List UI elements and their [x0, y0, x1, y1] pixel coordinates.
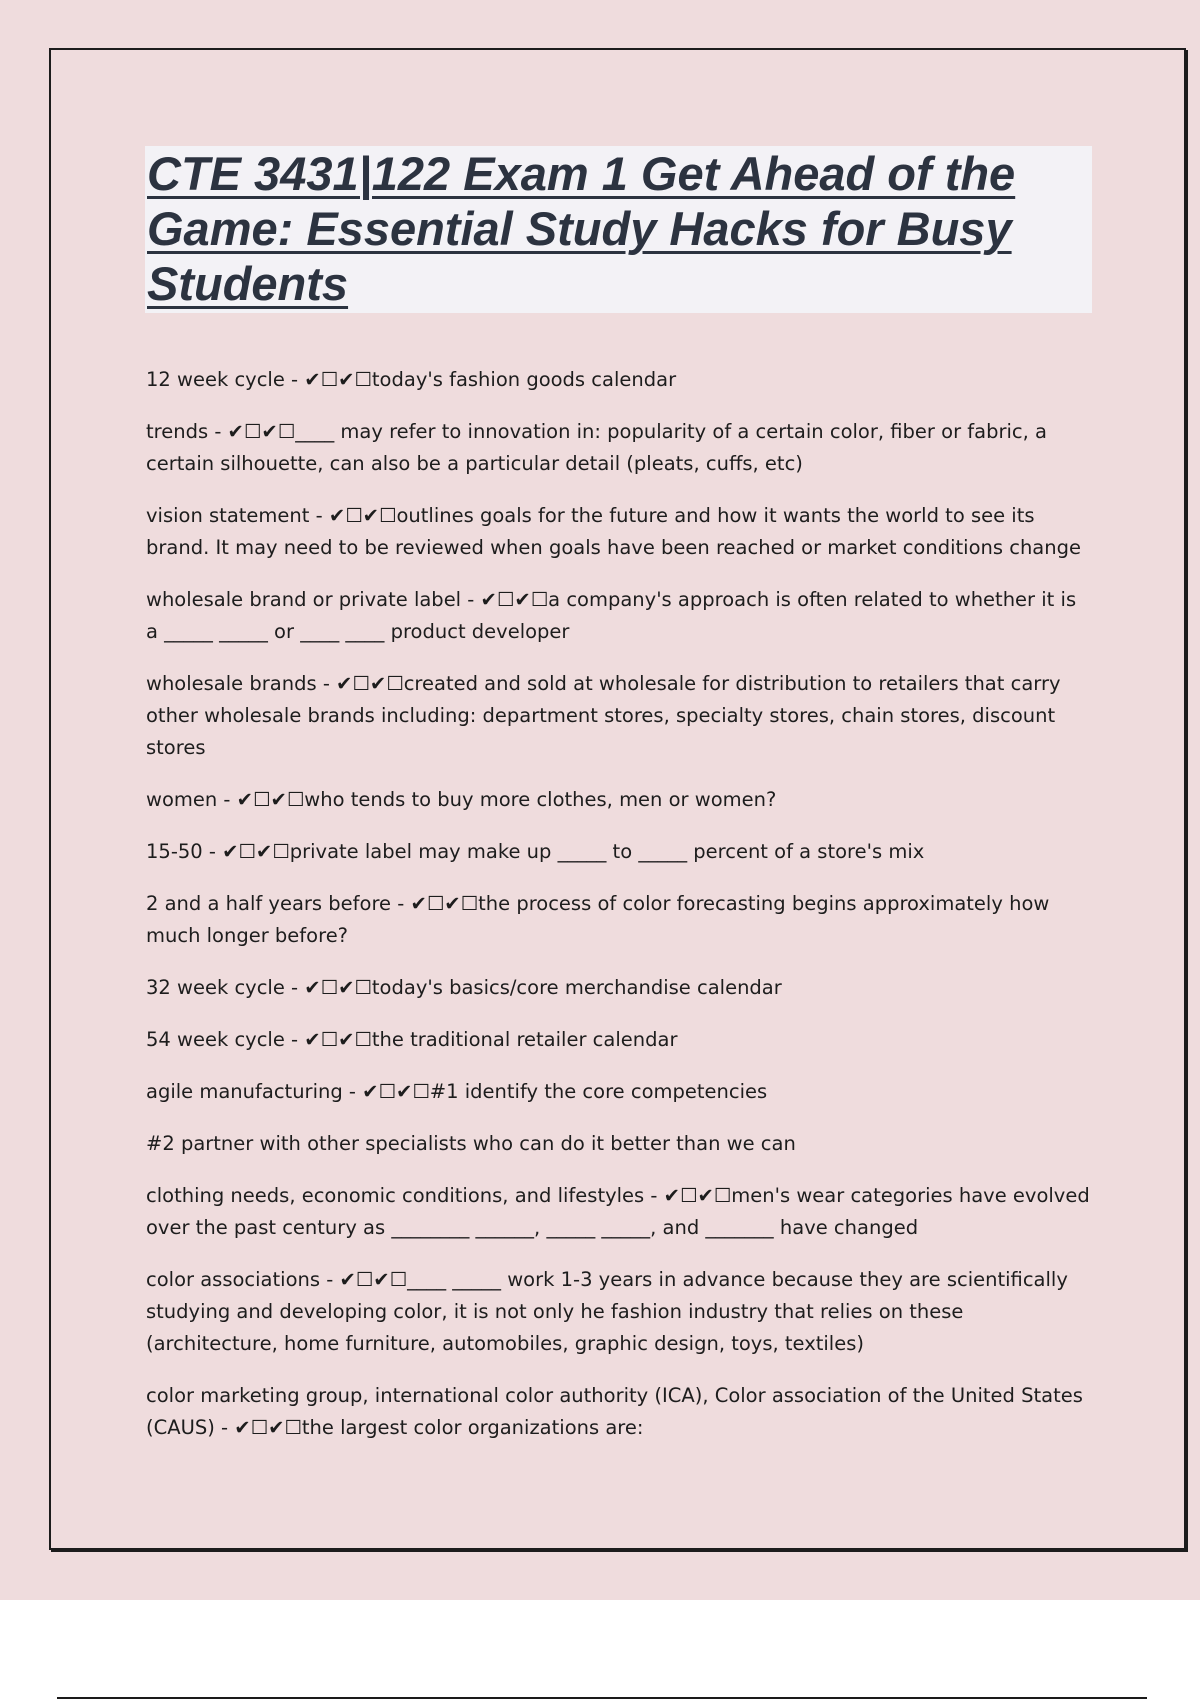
flashcard-entry: vision statement - ✔☐✔☐outlines goals for the future and how it wants the world to see its brand. It may need to be reviewed when goals have been reached or market conditions change — [146, 504, 1081, 559]
flashcard-entry: 54 week cycle - ✔☐✔☐the traditional retailer calendar — [146, 1028, 678, 1051]
flashcard-entry: women - ✔☐✔☐who tends to buy more clothes, men or women? — [146, 788, 777, 811]
flashcard-entry: clothing needs, economic conditions, and lifestyles - ✔☐✔☐men's wear categories have evolved over the past century as ________ ______, _____ _____, and _______ have changed — [146, 1184, 1090, 1239]
flashcard-entry: color associations - ✔☐✔☐____ _____ work 1-3 years in advance because they are scientifically studying and developing color, it is not only he fashion industry that relies on these (architecture, home furniture, automobiles, graphic design, toys, textiles) — [146, 1268, 1068, 1355]
flashcard-entry: 12 week cycle - ✔☐✔☐today's fashion goods calendar — [146, 368, 677, 391]
flashcard-entry: agile manufacturing - ✔☐✔☐#1 identify the core competencies — [146, 1080, 768, 1103]
flashcard-entry: color marketing group, international color authority (ICA), Color association of the United States (CAUS) - ✔☐✔☐the largest color organizations are: — [146, 1384, 1083, 1439]
flashcard-entry: wholesale brand or private label - ✔☐✔☐a company's approach is often related to whether it is a _____ _____ or ____ ____ product developer — [146, 588, 1077, 643]
flashcard-list — [146, 364, 1091, 1464]
flashcard-entry: #2 partner with other specialists who can do it better than we can — [146, 1132, 796, 1155]
flashcard-entry: 15-50 - ✔☐✔☐private label may make up _____ to _____ percent of a store's mix — [146, 840, 925, 863]
flashcard-entry: trends - ✔☐✔☐____ may refer to innovation in: popularity of a certain color, fiber or fabric, a certain silhouette, can also be a particular detail (pleats, cuffs, etc) — [146, 420, 1047, 475]
flashcard-entry: 32 week cycle - ✔☐✔☐today's basics/core merchandise calendar — [146, 976, 782, 999]
document-title: CTE 3431|122 Exam 1 Get Ahead of the Game: Essential Study Hacks for Busy Students — [147, 147, 1016, 310]
footer-rule — [57, 1697, 1147, 1699]
flashcard-entry: wholesale brands - ✔☐✔☐created and sold at wholesale for distribution to retailers that carry other wholesale brands including: department stores, specialty stores, chain stores, discount stores — [146, 672, 1061, 759]
flashcard-entry: 2 and a half years before - ✔☐✔☐the process of color forecasting begins approximately how much longer before? — [146, 892, 1050, 947]
